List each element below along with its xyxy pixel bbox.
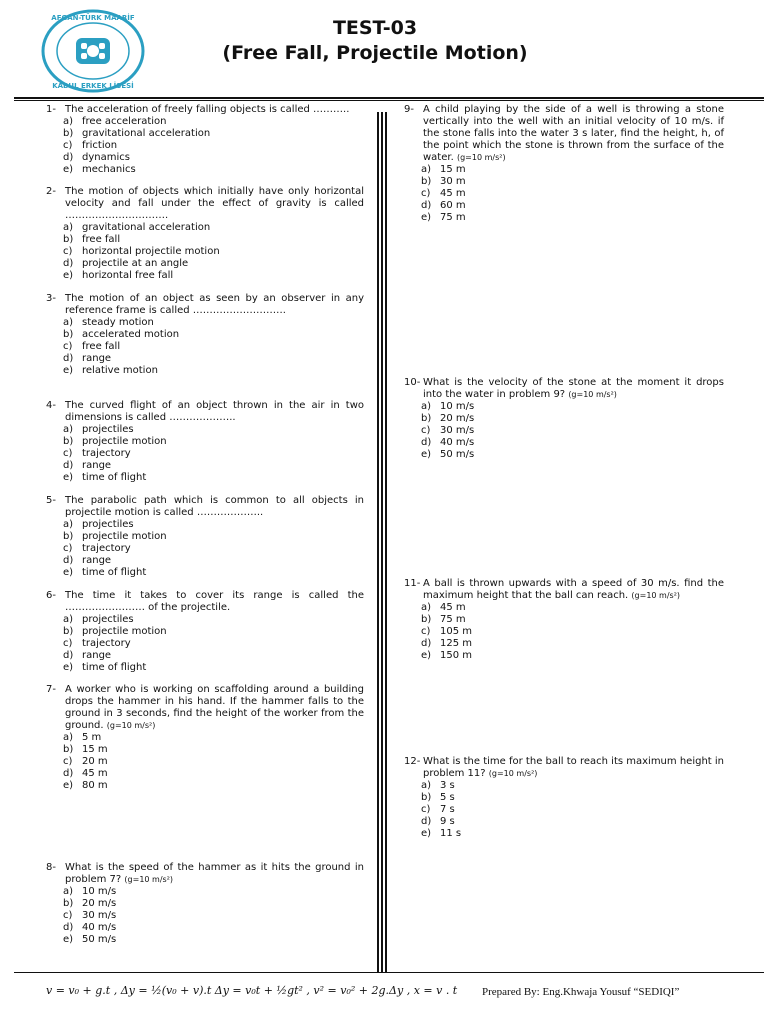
option[interactable]: d) 60 m xyxy=(421,200,466,211)
option[interactable]: b) 30 m xyxy=(421,176,466,187)
option[interactable]: a) 10 m/s xyxy=(63,886,117,897)
option[interactable]: c) 7 s xyxy=(421,804,455,815)
option[interactable]: a) 10 m/s xyxy=(421,401,475,412)
option[interactable]: c) 45 m xyxy=(421,188,466,199)
option[interactable]: a) 15 m xyxy=(421,164,466,175)
option[interactable]: d) 40 m/s xyxy=(421,437,475,448)
formula-strip: v = v₀ + g.t , Δy = ½(v₀ + v).t Δy = v₀t + ½gt² , v² = v₀² + 2g.Δy , x = v . t xyxy=(46,984,458,997)
question-number: 6- xyxy=(46,590,56,601)
option[interactable]: c) 105 m xyxy=(421,626,473,637)
bottom-rule xyxy=(14,972,764,973)
question-number: 2- xyxy=(46,186,56,197)
option[interactable]: c) trajectory xyxy=(63,638,131,649)
option[interactable]: e) 150 m xyxy=(421,650,473,661)
question-9 xyxy=(404,104,724,224)
question-text: The acceleration of freely falling objects is called ……….. xyxy=(65,104,350,115)
question-12 xyxy=(404,756,724,840)
option[interactable]: e) time of flight xyxy=(63,662,147,673)
option[interactable]: e) 50 m/s xyxy=(421,449,475,460)
option[interactable]: a) 45 m xyxy=(421,602,466,613)
prepared-by: Prepared By: Eng.Khwaja Yousuf “SEDIQI” xyxy=(482,986,680,998)
question-11 xyxy=(404,578,724,662)
option[interactable]: d) range xyxy=(63,650,112,661)
gravity-note: (g=10 m/s²) xyxy=(106,721,156,730)
question-5 xyxy=(46,495,364,579)
option[interactable]: a) 3 s xyxy=(421,780,455,791)
test-title-block xyxy=(160,16,590,66)
column-divider xyxy=(377,112,379,972)
question-2 xyxy=(46,186,364,282)
option[interactable]: d) range xyxy=(63,353,112,364)
question-text: The curved flight of an object thrown in the air in two dimensions is called ……………….. xyxy=(65,400,364,423)
gravity-note: (g=10 m/s²) xyxy=(488,769,538,778)
option[interactable]: c) 20 m xyxy=(63,756,108,767)
question-text: A child playing by the side of a well is throwing a stone vertically into the well with an initial velocity of 10 m/s. if the stone falls into the water 3 s later, find the height, h, of the point which the stone is thrown from the surface of the water. xyxy=(423,104,724,163)
school-logo xyxy=(40,8,146,94)
column-divider xyxy=(385,112,387,972)
question-6 xyxy=(46,590,364,674)
option[interactable]: e) 80 m xyxy=(63,780,108,791)
test-title: TEST-03 xyxy=(332,17,418,39)
option[interactable]: d) range xyxy=(63,460,112,471)
question-number: 4- xyxy=(46,400,56,411)
question-8 xyxy=(46,862,364,946)
question-text: What is the velocity of the stone at the moment it drops into the water in problem 9? xyxy=(423,377,724,400)
question-text: A ball is thrown upwards with a speed of 30 m/s. find the maximum height that the ball can reach. xyxy=(423,578,724,601)
svg-text:AFGAN-TÜRK MAARİF: AFGAN-TÜRK MAARİF xyxy=(51,14,135,22)
question-7 xyxy=(46,684,364,792)
question-text: What is the time for the ball to reach its maximum height in problem 11? xyxy=(423,756,724,779)
option[interactable]: e) time of flight xyxy=(63,567,147,578)
column-divider xyxy=(381,112,383,972)
top-rule-thin xyxy=(14,100,764,101)
option[interactable]: e) horizontal free fall xyxy=(63,270,174,281)
question-number: 8- xyxy=(46,862,56,873)
question-number: 1- xyxy=(46,104,56,115)
question-text: The time it takes to cover its range is called the …………………… of the projectile. xyxy=(65,590,364,613)
option[interactable]: a) projectiles xyxy=(63,424,134,435)
test-subtitle: (Free Fall, Projectile Motion) xyxy=(222,42,528,64)
option[interactable]: e) 50 m/s xyxy=(63,934,117,945)
option[interactable]: b) gravitational acceleration xyxy=(63,128,211,139)
option[interactable]: d) 45 m xyxy=(63,768,108,779)
option[interactable]: b) projectile motion xyxy=(63,531,167,542)
option[interactable]: d) 9 s xyxy=(421,816,455,827)
option[interactable]: c) friction xyxy=(63,140,118,151)
option[interactable]: e) 11 s xyxy=(421,828,462,839)
question-number: 3- xyxy=(46,293,56,304)
question-text: A worker who is working on scaffolding around a building drops the hammer in his hand. If the hammer falls to the ground in 3 seconds, find the height of the worker from the ground. xyxy=(65,684,364,731)
question-text: The motion of an object as seen by an observer in any reference frame is called ………………………. xyxy=(65,293,364,316)
question-number: 5- xyxy=(46,495,56,506)
option[interactable]: b) 20 m/s xyxy=(63,898,117,909)
option[interactable]: a) free acceleration xyxy=(63,116,167,127)
option[interactable]: b) projectile motion xyxy=(63,436,167,447)
option[interactable]: b) 75 m xyxy=(421,614,466,625)
gravity-note: (g=10 m/s²) xyxy=(124,875,174,884)
option[interactable]: c) free fall xyxy=(63,341,121,352)
question-number: 12- xyxy=(404,756,421,767)
option[interactable]: d) range xyxy=(63,555,112,566)
option[interactable]: e) relative motion xyxy=(63,365,158,376)
question-text: What is the speed of the hammer as it hits the ground in problem 7? xyxy=(65,862,364,885)
question-number: 7- xyxy=(46,684,56,695)
option[interactable]: d) 125 m xyxy=(421,638,473,649)
option[interactable]: c) trajectory xyxy=(63,448,131,459)
gravity-note: (g=10 m/s²) xyxy=(631,591,681,600)
question-number: 11- xyxy=(404,578,421,589)
option[interactable]: e) mechanics xyxy=(63,164,136,175)
gravity-note: (g=10 m/s²) xyxy=(456,153,506,162)
question-3 xyxy=(46,293,364,377)
svg-text:KABUL ERKEK LİSESİ: KABUL ERKEK LİSESİ xyxy=(52,82,134,90)
top-rule xyxy=(14,97,764,99)
option[interactable]: b) 20 m/s xyxy=(421,413,475,424)
option[interactable]: c) 30 m/s xyxy=(63,910,117,921)
question-text: The motion of objects which initially have only horizontal velocity and fall under the effect of gravity is called …………………………. xyxy=(65,186,364,221)
option[interactable]: a) gravitational acceleration xyxy=(63,222,211,233)
option[interactable]: c) horizontal projectile motion xyxy=(63,246,220,257)
question-10 xyxy=(404,377,724,461)
option[interactable]: c) 30 m/s xyxy=(421,425,475,436)
question-number: 9- xyxy=(404,104,414,115)
option[interactable]: d) dynamics xyxy=(63,152,130,163)
option[interactable]: a) 5 m xyxy=(63,732,102,743)
option[interactable]: b) 15 m xyxy=(63,744,108,755)
option[interactable]: c) trajectory xyxy=(63,543,131,554)
option[interactable]: d) projectile at an angle xyxy=(63,258,189,269)
option[interactable]: d) 40 m/s xyxy=(63,922,117,933)
option[interactable]: b) projectile motion xyxy=(63,626,167,637)
option[interactable]: b) free fall xyxy=(63,234,121,245)
option[interactable]: a) steady motion xyxy=(63,317,154,328)
question-1 xyxy=(46,104,364,176)
question-4 xyxy=(46,400,364,484)
option[interactable]: b) 5 s xyxy=(421,792,455,803)
option[interactable]: e) 75 m xyxy=(421,212,466,223)
option[interactable]: a) projectiles xyxy=(63,614,134,625)
option[interactable]: e) time of flight xyxy=(63,472,147,483)
option[interactable]: a) projectiles xyxy=(63,519,134,530)
gravity-note: (g=10 m/s²) xyxy=(568,390,617,399)
question-number: 10- xyxy=(404,377,421,388)
option[interactable]: b) accelerated motion xyxy=(63,329,180,340)
question-text: The parabolic path which is common to all objects in projectile motion is called ……………….. xyxy=(65,495,364,518)
